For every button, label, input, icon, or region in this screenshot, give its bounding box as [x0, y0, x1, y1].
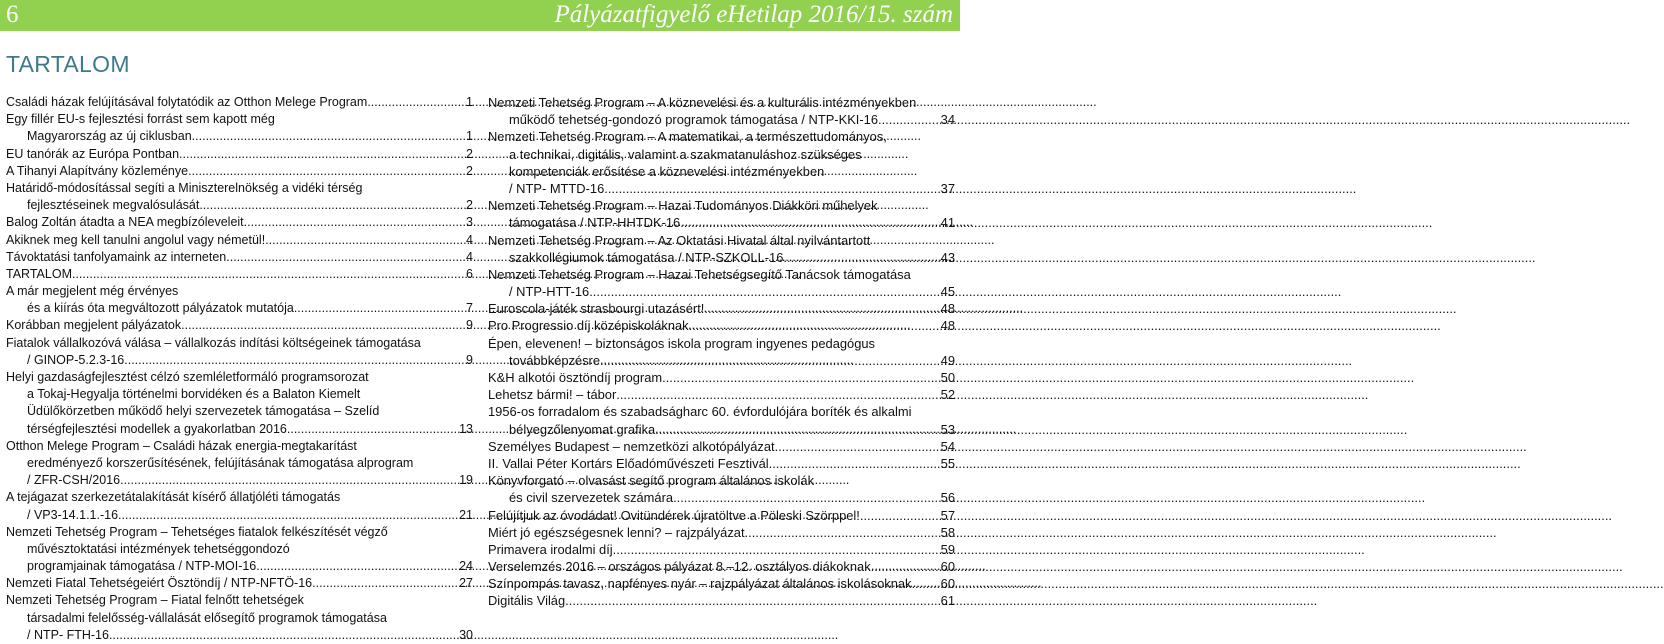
toc-entry[interactable]: [488, 592, 955, 609]
toc-entry-line: [6, 214, 473, 231]
toc-page-number: 2: [466, 163, 473, 178]
toc-entry-title: / GINOP-5.2.3-16: [27, 352, 125, 367]
toc-entry-line: [6, 575, 473, 592]
toc-entry[interactable]: [488, 335, 955, 369]
dot-leader: [72, 266, 465, 283]
toc-entry-title: eredményező korszerűsítésének, felújításának támogatása alprogram: [27, 455, 414, 470]
toc-entry-line: [6, 197, 473, 214]
toc-entry-line: [6, 266, 473, 283]
toc-entry-title: Távoktatási tanfolyamaink az interneten: [6, 249, 227, 264]
toc-entry[interactable]: [6, 94, 473, 111]
toc-page-number: 61: [940, 593, 955, 609]
toc-page-number: 57: [940, 507, 955, 523]
toc-entry-title: Pro Progressio díj középiskoláknak: [488, 318, 689, 334]
toc-entry[interactable]: [488, 197, 955, 231]
dot-leader: [199, 197, 465, 214]
dot-leader: [120, 472, 458, 489]
toc-entry-line: [6, 111, 473, 128]
toc-page-number: 48: [940, 301, 955, 317]
toc-page-number: 1: [466, 129, 473, 144]
dot-leader: [871, 558, 940, 575]
toc-entry-title: Otthon Melege Program – Családi házak energia-megtakarítást: [6, 438, 357, 453]
dot-leader: [604, 180, 939, 197]
toc-page-number: 9: [466, 318, 473, 333]
toc-entry-line: [6, 128, 473, 145]
toc-entry-line: [488, 300, 955, 317]
dot-leader: [616, 386, 939, 403]
dot-leader: [265, 232, 465, 249]
dot-leader: [589, 283, 939, 300]
toc-entry-line: [488, 283, 955, 300]
toc-entry-title: a Tokaj-Hegyalja történelmi borvidéken és a Balaton Kiemelt: [27, 387, 361, 402]
toc-entry-line: [488, 489, 955, 506]
dot-leader: [613, 541, 940, 558]
toc-entry-line: [488, 558, 955, 575]
toc-page-number: 56: [940, 490, 955, 506]
toc-entry-line: [488, 249, 955, 266]
toc-entry-title: Nemzeti Tehetség Program – Hazai Tudományos Diákköri műhelyek: [488, 198, 878, 214]
dot-leader: [188, 163, 465, 180]
toc-entry-title: / NTP- FTH-16: [27, 627, 109, 642]
toc-entry-line: [6, 489, 473, 506]
toc-page-number: 30: [459, 627, 473, 642]
toc-entry-title: és civil szervezetek számára: [509, 490, 674, 506]
toc-entry-title: Akiknek meg kell tanulni angolul vagy németül!: [6, 232, 266, 247]
toc-entry-line: [6, 421, 473, 438]
toc-entry-line: [6, 352, 473, 369]
toc-entry-title: társadalmi felelősség-vállalását elősegítő programok támogatása: [27, 610, 387, 625]
toc-entry-title: programjainak támogatása / NTP-MOI-16: [27, 559, 257, 574]
toc-entry-line: [488, 146, 955, 163]
toc-entry-title: Nemzeti Tehetség Program – Az Oktatási Hivatal által nyilvántartott: [488, 232, 871, 248]
toc-entry-title: Korábban megjelent pályázatok: [6, 318, 182, 333]
toc-heading: TARTALOM: [6, 51, 130, 77]
toc-entry-title: Fiatalok vállalkozóvá válása – vállalkozás indítási költségeinek támogatása: [6, 335, 421, 350]
toc-entry-title: Épen, elevenen! – biztonságos iskola program ingyenes pedagógus: [488, 335, 875, 351]
toc-entry-title: Verselemzés 2016 – országos pályázat 8.–12. osztályos diákoknak: [488, 559, 871, 575]
toc-entry[interactable]: [6, 249, 473, 266]
toc-entry[interactable]: [488, 524, 955, 541]
toc-entry-line: [6, 335, 473, 352]
toc-entry-title: Nemzeti Tehetség Program – Hazai Tehetségsegítő Tanácsok támogatása: [488, 266, 911, 282]
dot-leader: [860, 507, 940, 524]
toc-entry[interactable]: [6, 592, 473, 644]
toc-entry-line: [6, 94, 473, 111]
toc-entry[interactable]: [488, 403, 955, 437]
toc-entry-title: Miért jó egészségesnek lenni? – rajzpályázat: [488, 524, 745, 540]
toc-page-number: 48: [940, 318, 955, 334]
toc-entry[interactable]: [6, 180, 473, 214]
dot-leader: [655, 421, 939, 438]
toc-entry[interactable]: [488, 232, 955, 266]
toc-page-number: 24: [459, 559, 473, 574]
toc-entry-title: Nemzeti Tehetség Program – Tehetséges fiatalok felkészítését végző: [6, 524, 388, 539]
toc-page-number: 3: [466, 215, 473, 230]
toc-page-number: 43: [940, 249, 955, 265]
toc-entry-line: [488, 592, 955, 609]
dot-leader: [769, 455, 940, 472]
toc-entry-line: [488, 180, 955, 197]
toc-page-number: 27: [459, 576, 473, 591]
toc-entry-line: [488, 386, 955, 403]
toc-entry-title: Felújítjuk az óvodádat! Ovitündérek újratöltve a Pöleski Szörppel!: [488, 507, 860, 523]
toc-entry-line: [6, 627, 473, 644]
dot-leader: [565, 592, 940, 609]
toc-entry-title: Nemzeti Tehetség Program – Fiatal felnőtt tehetségek: [6, 593, 304, 608]
dot-leader: [367, 94, 465, 111]
toc-entry-line: [488, 421, 955, 438]
toc-entry[interactable]: [6, 575, 473, 592]
toc-entry[interactable]: [488, 386, 955, 403]
dot-leader: [226, 249, 465, 266]
toc-entry-title: Nemzeti Tehetség Program – A matematikai, a természettudományos,: [488, 129, 887, 145]
dot-leader: [745, 524, 940, 541]
toc-entry-title: A Tihanyi Alapítvány közleménye: [6, 163, 189, 178]
toc-entry-title: továbbképzésre: [509, 352, 601, 368]
toc-entry-title: működő tehetség-gondozó programok támogatása / NTP-KKI-16: [509, 112, 879, 128]
toc-entry-line: [488, 541, 955, 558]
toc-entry-line: [488, 369, 955, 386]
toc-entry-line: [488, 472, 955, 489]
toc-page-number: 13: [459, 421, 473, 436]
toc-entry-title: Könyvforgató – olvasást segítő program általános iskolák: [488, 473, 815, 489]
toc-page-number: 19: [459, 473, 473, 488]
toc-entry[interactable]: [6, 163, 473, 180]
toc-entry-line: [488, 163, 955, 180]
toc-entry-line: [488, 111, 955, 128]
toc-page-number: 60: [940, 559, 955, 575]
toc-entry-title: II. Vallai Péter Kortárs Előadóművészeti Fesztivál: [488, 455, 769, 471]
toc-entry-line: [488, 352, 955, 369]
dot-leader: [118, 507, 458, 524]
toc-entry[interactable]: [6, 438, 473, 490]
toc-entry-line: [6, 524, 473, 541]
toc-page-number: 4: [466, 232, 473, 247]
toc-entry-title: kompetenciák erősítése a köznevelési intézményekben: [509, 163, 825, 179]
toc-page-number: 45: [940, 284, 955, 300]
toc-entry-line: [488, 403, 955, 420]
toc-entry-line: [488, 128, 955, 145]
dot-leader: [689, 317, 940, 334]
toc-entry[interactable]: [488, 128, 955, 197]
toc-entry[interactable]: [488, 472, 955, 506]
toc-entry-title: fejlesztéseinek megvalósulását: [27, 198, 200, 213]
dot-leader: [192, 128, 465, 145]
toc-entry-line: [488, 507, 955, 524]
dot-leader: [109, 627, 458, 644]
publication-title: Pályázatfigyelő eHetilap 2016/15. szám: [554, 1, 953, 28]
toc-entry-title: a technikai, digitális, valamint a szakmatanuláshoz szükséges: [509, 146, 862, 162]
toc-entry[interactable]: [6, 524, 473, 576]
toc-right-column: [488, 94, 955, 610]
dot-leader: [704, 300, 939, 317]
toc-entry[interactable]: [488, 438, 955, 455]
toc-entry[interactable]: [6, 369, 473, 438]
toc-page-number: 52: [940, 387, 955, 403]
toc-entry-line: [488, 455, 955, 472]
dot-leader: [673, 489, 940, 506]
toc-entry-title: Családi házak felújításával folytatódik az Otthon Melege Program: [6, 95, 368, 109]
dot-leader: [911, 575, 939, 592]
toc-entry[interactable]: [488, 94, 955, 128]
toc-entry-line: [488, 232, 955, 249]
toc-entry-line: [6, 300, 473, 317]
toc-entry-title: TARTALOM: [6, 266, 72, 281]
toc-page-number: 50: [940, 370, 955, 385]
dot-leader: [181, 317, 465, 334]
toc-page-number: 6: [466, 266, 473, 281]
toc-entry[interactable]: [488, 558, 955, 575]
toc-entry[interactable]: [6, 146, 473, 163]
toc-page-number: 49: [940, 352, 955, 368]
page-header-bar: [0, 0, 960, 31]
dot-leader: [662, 369, 940, 386]
toc-page-number: 4: [466, 249, 473, 264]
toc-entry-line: [488, 575, 955, 592]
toc-entry-line: [6, 610, 473, 627]
dot-leader: [783, 249, 939, 266]
toc-entry-line: [488, 438, 955, 455]
toc-entry-title: EU tanórák az Európa Pontban: [6, 146, 180, 161]
toc-page-number: 9: [466, 352, 473, 367]
toc-entry[interactable]: [488, 541, 955, 558]
toc-entry-title: Primavera irodalmi díj: [488, 541, 613, 557]
toc-entry[interactable]: [488, 455, 955, 472]
toc-entry-title: Határidő-módosítással segíti a Miniszterelnökség a vidéki térség: [6, 180, 363, 195]
toc-page-number: 1: [466, 95, 473, 109]
dot-leader: [287, 421, 458, 438]
dot-leader: [600, 352, 940, 369]
toc-entry-title: Digitális Világ: [488, 593, 566, 609]
toc-entry-line: [6, 163, 473, 180]
toc-entry-title: / VP3-14.1.1.-16: [27, 507, 119, 522]
toc-entry-title: Helyi gazdaságfejlesztést célzó szemléletformáló programsorozat: [6, 370, 369, 384]
toc-entry[interactable]: [6, 317, 473, 334]
dot-leader: [878, 111, 940, 128]
toc-page-number: 2: [466, 198, 473, 213]
toc-entry-line: [6, 438, 473, 455]
toc-entry-title: Nemzeti Tehetség Program – A köznevelési és a kulturális intézményekben: [488, 95, 917, 110]
dot-leader: [775, 438, 940, 455]
toc-page-number: 59: [940, 541, 955, 557]
toc-entry-title: szakkollégiumok támogatása / NTP-SZKOLL-16: [509, 249, 784, 265]
toc-entry-line: [6, 403, 473, 420]
toc-entry[interactable]: [6, 111, 473, 145]
toc-entry-line: [6, 541, 473, 558]
toc-entry-title: Magyarország az új ciklusban: [27, 129, 192, 144]
toc-entry-title: térségfejlesztési modellek a gyakorlatban 2016: [27, 421, 287, 436]
toc-entry-title: bélyegzőlenyomat grafika: [509, 421, 656, 437]
toc-entry-title: K&H alkotói ösztöndíj program: [488, 370, 663, 385]
toc-entry[interactable]: [488, 317, 955, 334]
toc-page-number: 41: [940, 215, 955, 231]
toc-entry[interactable]: [488, 575, 955, 592]
toc-entry-line: [6, 472, 473, 489]
toc-entry-title: Lehetsz bármi! – tábor: [488, 387, 617, 403]
toc-entry-line: [6, 369, 473, 386]
toc-entry-line: [488, 317, 955, 334]
toc-entry[interactable]: [488, 507, 955, 524]
toc-entry[interactable]: [488, 369, 955, 386]
toc-page-number: 7: [466, 301, 473, 316]
toc-entry-title: Üdülőkörzetben működő helyi szervezetek támogatása – Szelíd: [27, 404, 380, 419]
toc-entry-line: [488, 524, 955, 541]
toc-page-number: 2: [466, 146, 473, 161]
dot-leader: [312, 575, 458, 592]
toc-entry[interactable]: [488, 300, 955, 317]
toc-left-column: [6, 94, 473, 644]
toc-entry-title: A már megjelent még érvényes: [6, 284, 179, 299]
toc-page-number: 60: [940, 576, 955, 592]
toc-entry-line: [488, 94, 955, 111]
toc-entry-title: Színpompás tavasz, napfényes nyár – rajzpályázat általános iskolásoknak: [488, 576, 912, 592]
toc-page-number: 55: [940, 455, 955, 471]
toc-entry-title: 1956-os forradalom és szabadságharc 60. évfordulójára boríték és alkalmi: [488, 404, 912, 420]
toc-entry-title: Euroscola-játék strasbourgi utazásért!: [488, 301, 705, 317]
dot-leader: [244, 214, 465, 231]
toc-entry-line: [488, 197, 955, 214]
toc-page-number: 34: [940, 112, 955, 128]
toc-entry-title: Balog Zoltán átadta a NEA megbízóleveleit: [6, 215, 244, 230]
toc-entry-line: [6, 180, 473, 197]
toc-entry-title: művésztoktatási intézmények tehetséggondozó: [27, 541, 290, 556]
toc-entry[interactable]: [6, 266, 473, 283]
toc-entry-line: [6, 146, 473, 163]
toc-entry[interactable]: [6, 232, 473, 249]
toc-entry-line: [6, 283, 473, 300]
toc-entry-title: támogatása / NTP-HHTDK-16: [509, 215, 681, 231]
toc-entry-title: Egy fillér EU-s fejlesztési forrást sem kapott még: [6, 112, 275, 127]
page-number: 6: [6, 1, 19, 28]
toc-entry-line: [6, 232, 473, 249]
toc-entry-line: [6, 386, 473, 403]
toc-entry-title: / NTP- MTTD-16: [509, 180, 605, 196]
toc-entry-line: [6, 558, 473, 575]
toc-entry-line: [488, 214, 955, 231]
toc-entry[interactable]: [6, 335, 473, 369]
dot-leader: [124, 352, 465, 369]
dot-leader: [680, 214, 939, 231]
toc-page-number: 37: [940, 180, 955, 196]
toc-entry-title: A tejágazat szerkezetátalakítását kísérő állatjóléti támogatás: [6, 490, 341, 505]
toc-entry-title: / ZFR-CSH/2016: [27, 473, 121, 488]
toc-entry-line: [6, 317, 473, 334]
toc-entry-line: [488, 335, 955, 352]
toc-entry-line: [6, 455, 473, 472]
toc-entry-line: [6, 507, 473, 524]
toc-entry-title: Nemzeti Fiatal Tehetségeiért Ösztöndíj / NTP-NFTÖ-16: [6, 576, 313, 591]
toc-entry-line: [488, 266, 955, 283]
toc-page-number: 58: [940, 524, 955, 540]
toc-entry-line: [6, 592, 473, 609]
toc-entry[interactable]: [6, 214, 473, 231]
toc-entry-line: [6, 249, 473, 266]
toc-page-number: 54: [940, 438, 955, 454]
toc-page-number: 53: [940, 421, 955, 437]
toc-entry-title: Személyes Budapest – nemzetközi alkotópályázat: [488, 438, 775, 454]
dot-leader: [294, 300, 465, 317]
toc-entry[interactable]: [6, 283, 473, 317]
dot-leader: [179, 146, 465, 163]
toc-entry-title: és a kiírás óta megváltozott pályázatok mutatója: [27, 301, 294, 316]
toc-entry[interactable]: [488, 266, 955, 300]
toc-entry[interactable]: [6, 489, 473, 523]
toc-entry-title: / NTP-HTT-16: [509, 284, 590, 300]
dot-leader: [256, 558, 458, 575]
toc-page-number: 21: [459, 507, 473, 522]
